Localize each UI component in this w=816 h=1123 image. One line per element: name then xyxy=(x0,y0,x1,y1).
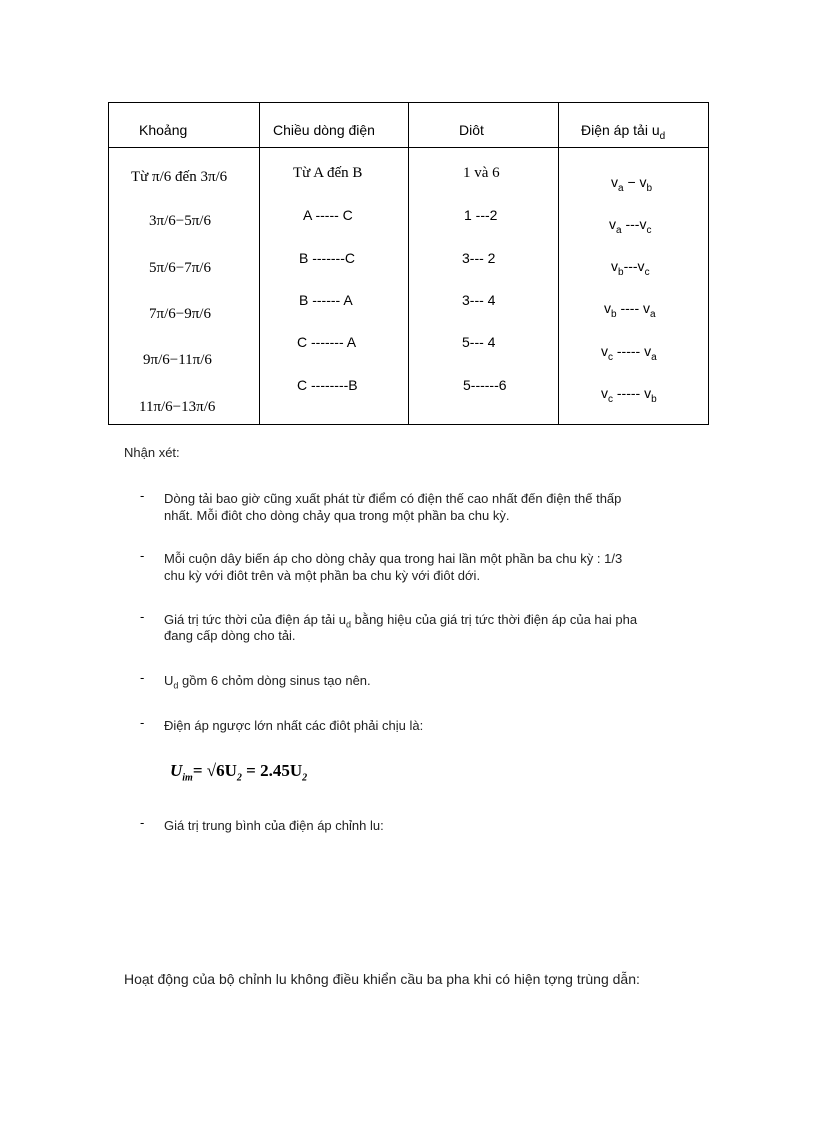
row-dien-ap: $v_c$ ----- $v_a$ xyxy=(601,343,657,363)
row-chieu: B -------C xyxy=(299,250,355,266)
bullet-dash: - xyxy=(140,548,145,563)
header-chieu-dong-dien: Chiều dòng điện xyxy=(273,122,375,138)
bullet-text: Giá trị trung bình của điện áp chỉnh lu: xyxy=(164,818,384,833)
row-diot: 5------6 xyxy=(463,377,507,393)
header-khoang: Khoảng xyxy=(139,122,188,138)
row-chieu: A ----- C xyxy=(303,207,353,223)
row-diot: 3--- 4 xyxy=(462,292,496,308)
row-dien-ap: $v_b---v_c$ xyxy=(611,258,650,278)
header-diot: Diôt xyxy=(459,122,484,138)
table-divider xyxy=(558,103,559,424)
row-diot: 5--- 4 xyxy=(462,334,496,350)
row-khoang: 3π/6−5π/6 xyxy=(149,213,211,229)
bullet-text: nhất. Mỗi điôt cho dòng chảy qua trong một phần ba chu kỳ. xyxy=(164,508,510,523)
bullet-text: Mỗi cuộn dây biến áp cho dòng chảy qua trong hai lần một phần ba chu kỳ : 1/3 xyxy=(164,551,623,566)
bullet-dash: - xyxy=(140,670,145,685)
row-khoang: 5π/6−7π/6 xyxy=(149,260,211,276)
bullet-dash: - xyxy=(140,609,145,624)
bullet-dash: - xyxy=(140,715,145,730)
formula-max-reverse-voltage: $U_{im}= √6U_2 = 2.45U_2$ xyxy=(170,761,308,784)
bullet-text: Giá trị tức thời của điện áp tải $u_d$ bằng hiệu của giá trị tức thời điện áp của hai pha xyxy=(164,612,638,630)
section-heading: Nhận xét: xyxy=(124,445,180,460)
bullet-text: chu kỳ với điôt trên và một phần ba chu kỳ với điôt dới. xyxy=(164,568,481,583)
row-chieu: C --------B xyxy=(297,377,358,393)
bullet-dash: - xyxy=(140,488,145,503)
bullet-dash: - xyxy=(140,815,145,830)
table-header-divider xyxy=(109,147,708,148)
row-chieu: B ------ A xyxy=(299,292,353,308)
row-chieu: C ------- A xyxy=(297,334,357,350)
row-khoang: 9π/6−11π/6 xyxy=(143,352,212,368)
bullet-text: Dòng tải bao giờ cũng xuất phát từ điểm có điện thế cao nhất đến điện thế thấp xyxy=(164,491,622,506)
row-dien-ap: $v_c$ ----- $v_b$ xyxy=(601,385,657,405)
table-divider xyxy=(408,103,409,424)
bullet-text: Điện áp ngược lớn nhất các điôt phải chịu là: xyxy=(164,718,424,733)
row-khoang: 7π/6−9π/6 xyxy=(149,306,211,322)
section-heading-overlap: Hoạt động của bộ chỉnh lu không điều khiển cầu ba pha khi có hiện tợng trùng dẫn: xyxy=(124,971,640,987)
row-dien-ap: $v_a$ $---v_c$ xyxy=(609,216,652,236)
row-khoang: 11π/6−13π/6 xyxy=(139,399,216,415)
bullet-text: đang cấp dòng cho tải. xyxy=(164,628,296,643)
row-diot: 1 và 6 xyxy=(463,165,500,181)
commutation-table xyxy=(108,102,709,425)
bullet-text: $U_d$ gồm 6 chỏm dòng sinus tạo nên. xyxy=(164,673,371,691)
row-diot: 1 ---2 xyxy=(464,207,498,223)
row-chieu: Từ A đến B xyxy=(293,165,363,181)
table-divider xyxy=(259,103,260,424)
row-diot: 3--- 2 xyxy=(462,250,496,266)
row-khoang: Từ π/6 đến 3π/6 xyxy=(131,169,228,185)
row-dien-ap: $v_a - v_b$ xyxy=(611,174,653,194)
row-dien-ap: $v_b$ ---- $v_a$ xyxy=(604,300,656,320)
header-dien-ap-tai: Điện áp tải $u_d$ xyxy=(581,122,666,142)
